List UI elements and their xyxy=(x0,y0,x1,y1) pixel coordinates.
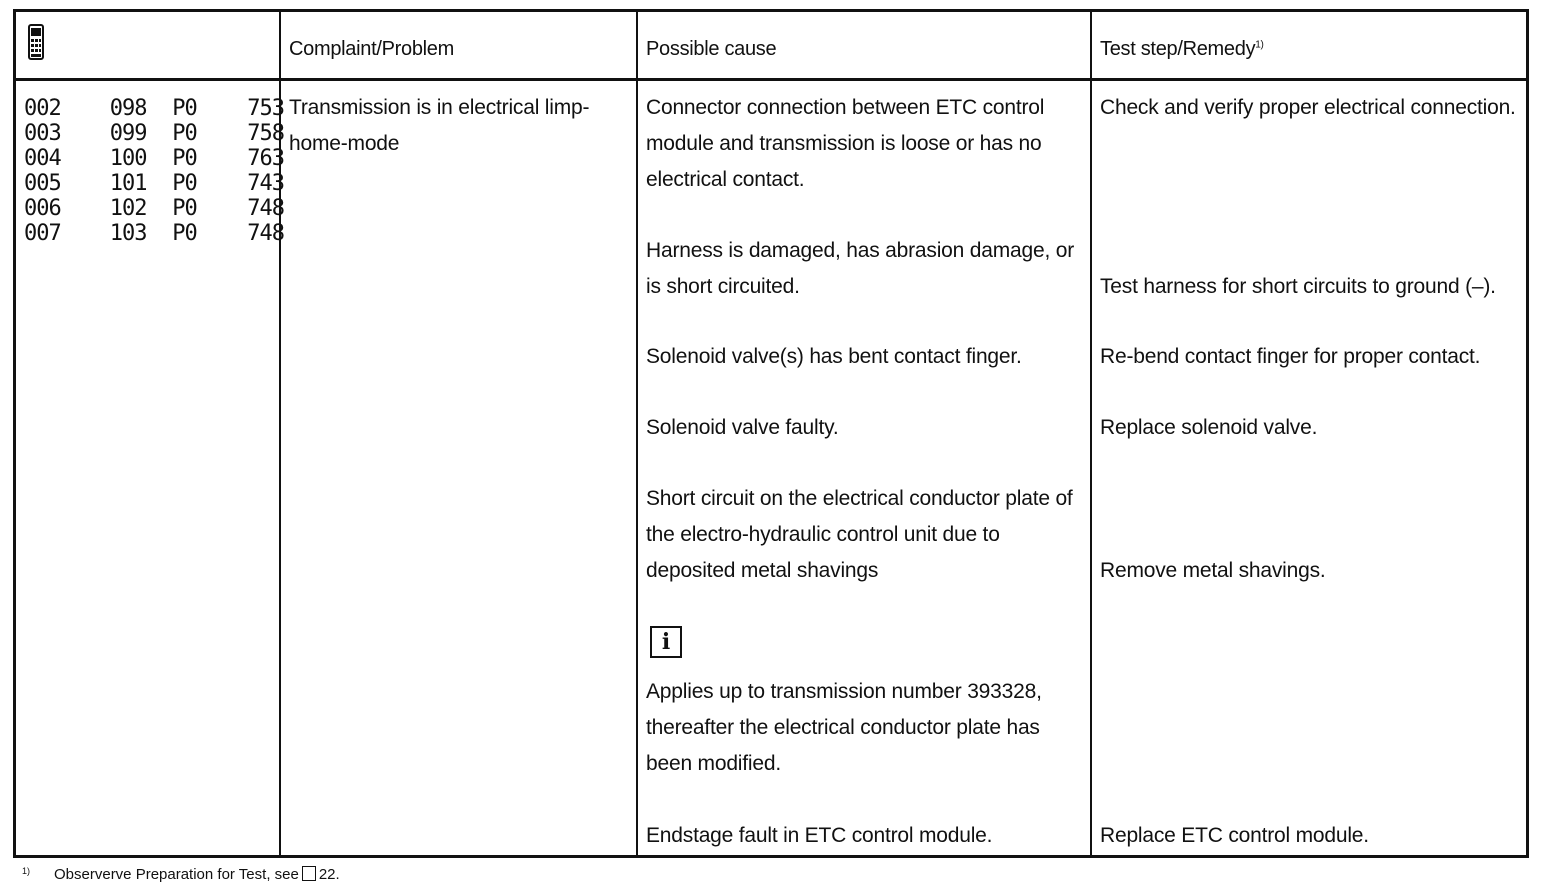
header-cause: Possible cause xyxy=(646,38,777,60)
column-divider xyxy=(1090,12,1092,855)
remedy-text: Replace solenoid valve. xyxy=(1100,416,1318,439)
remedy-text: Re-bend contact finger for proper contact. xyxy=(1100,345,1481,368)
fault-code-row: 003 099 P0 758 xyxy=(24,121,285,146)
header-remedy: Test step/Remedy$^{1)}$ xyxy=(1100,38,1264,60)
info-icon: i xyxy=(650,626,682,658)
remedy-text: Check and verify proper electrical connection. xyxy=(1100,96,1516,119)
diagnosis-table xyxy=(13,9,1529,858)
info-note-text: Applies up to transmission number 393328, thereafter the electrical conductor plate has been modified. xyxy=(646,680,1042,775)
fault-code-list xyxy=(24,96,284,246)
cause-text: Connector connection between ETC control module and transmission is loose or has no electrical contact. xyxy=(646,96,1045,191)
footnote-text: Observerve Preparation for Test, see xyxy=(54,866,299,883)
header-complaint: Complaint/Problem xyxy=(289,38,454,60)
cause-text: Harness is damaged, has abrasion damage, or is short circuited. xyxy=(646,239,1074,298)
page-reference-icon xyxy=(302,866,316,881)
cause-text: Endstage fault in ETC control module. xyxy=(646,824,993,847)
fault-code-row: 004 100 P0 763 xyxy=(24,146,285,171)
cause-text: Solenoid valve(s) has bent contact finger. xyxy=(646,345,1022,368)
remedy-text: Replace ETC control module. xyxy=(1100,824,1369,847)
fault-code-row: 005 101 P0 743 xyxy=(24,171,285,196)
column-divider xyxy=(636,12,638,855)
footnote-page: 22. xyxy=(318,866,340,883)
fault-code-row: 002 098 P0 753 xyxy=(24,96,285,121)
footnote-mark: 1) xyxy=(22,866,31,876)
cause-text: Solenoid valve faulty. xyxy=(646,416,839,439)
header-divider xyxy=(16,78,1526,81)
remedy-text: Test harness for short circuits to ground (–). xyxy=(1100,275,1496,298)
cause-text: Short circuit on the electrical conductor plate of the electro-hydraulic control unit due to deposited metal shavings xyxy=(646,487,1073,582)
fault-code-row: 006 102 P0 748 xyxy=(24,196,285,221)
fault-code-row: 007 103 P0 748 xyxy=(24,221,285,246)
remedy-text: Remove metal shavings. xyxy=(1100,559,1326,582)
footnote-ref: 1) xyxy=(1255,39,1264,51)
complaint-text: Transmission is in electrical limp-home-mode xyxy=(289,96,590,155)
diagnostic-tester-icon xyxy=(28,24,44,60)
